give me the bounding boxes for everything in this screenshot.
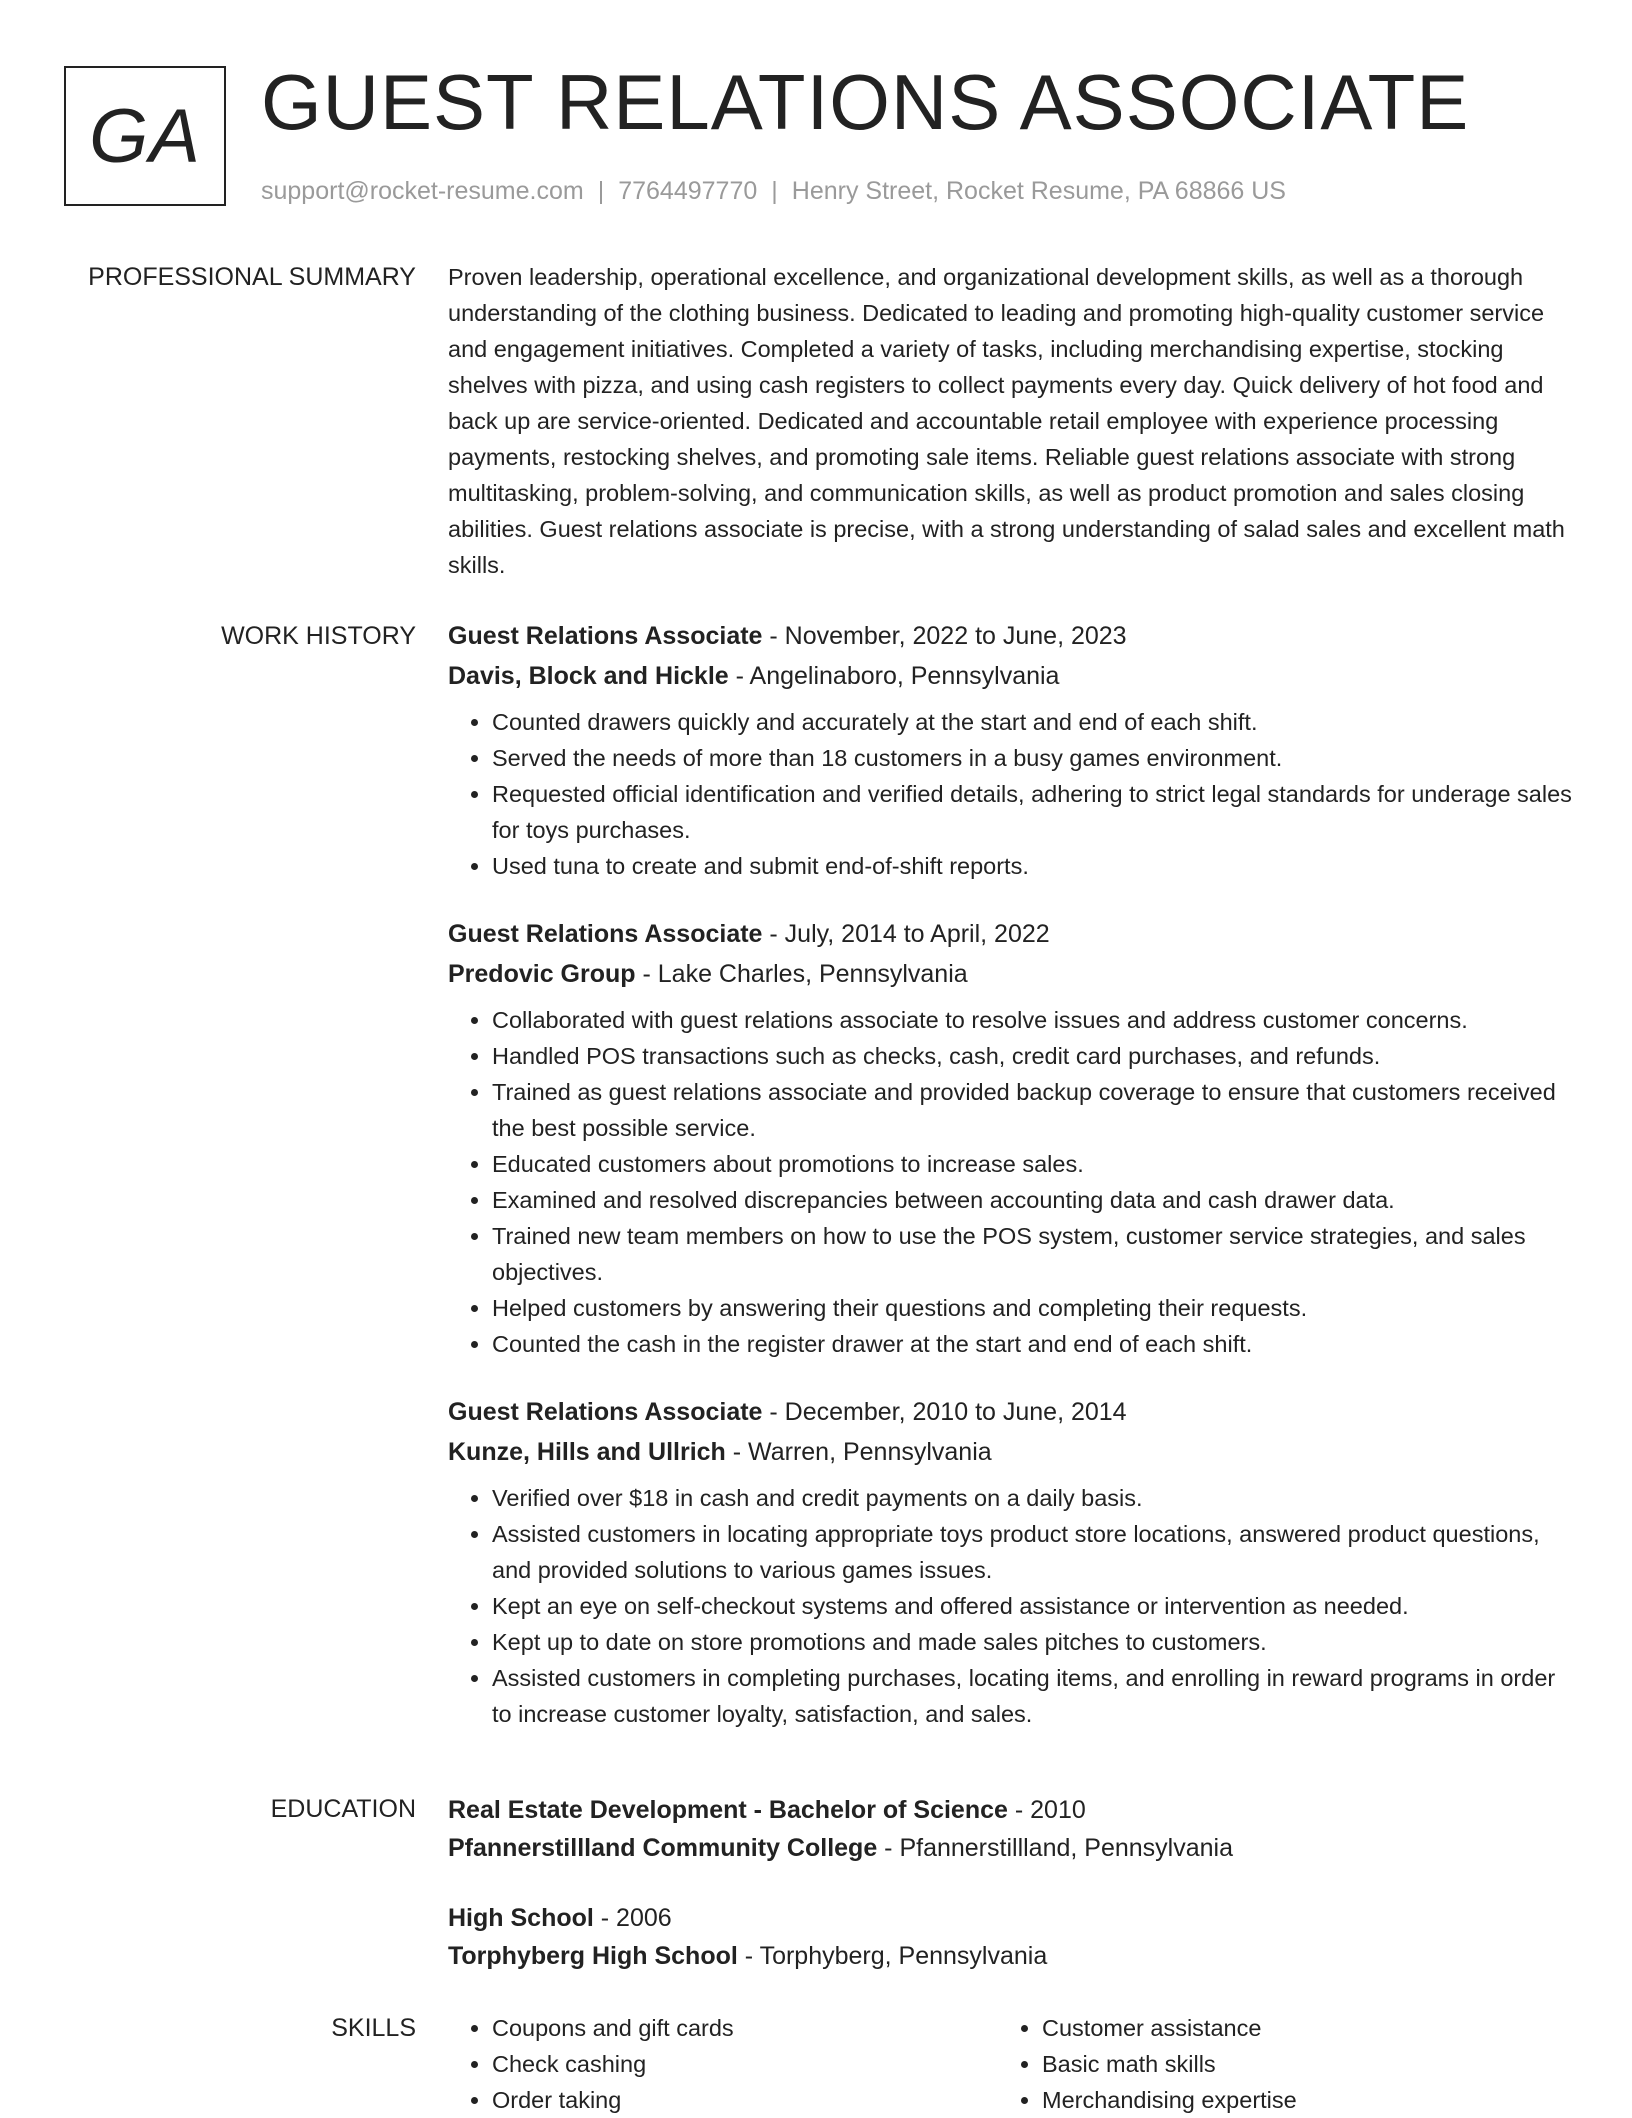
- job-title-line: [448, 616, 1573, 656]
- contact-address: Henry Street, Rocket Resume, PA 68866 US: [791, 177, 1286, 205]
- page-title: GUEST RELATIONS ASSOCIATE: [261, 58, 1470, 146]
- job-company-line: [448, 656, 1573, 696]
- job-company: Davis, Block and Hickle: [448, 662, 729, 690]
- job-bullet: • Counted drawers quickly and accurately at the start and end of each shift.: [492, 704, 1573, 740]
- skill-item: • Basic math skills: [1042, 2046, 1548, 2082]
- job-company: Kunze, Hills and Ullrich: [448, 1438, 726, 1466]
- contact-separator: |: [771, 177, 778, 205]
- job-bullet: • Educated customers about promotions to increase sales.: [492, 1146, 1573, 1182]
- education-school-line: [448, 1829, 1573, 1867]
- skills-heading: SKILLS: [331, 2014, 416, 2042]
- work-history-body: [448, 616, 1573, 1762]
- job-location: - Lake Charles, Pennsylvania: [635, 960, 968, 988]
- work-history-heading: WORK HISTORY: [221, 622, 416, 650]
- job-dates: - December, 2010 to June, 2014: [762, 1398, 1127, 1426]
- education-body: [448, 1791, 1573, 2007]
- job-company-line: [448, 1432, 1573, 1472]
- skills-list-left: [448, 2010, 998, 2118]
- job-bullet: • Handled POS transactions such as checks, cash, credit card purchases, and refunds.: [492, 1038, 1573, 1074]
- job-company-line: [448, 954, 1573, 994]
- job-bullet: • Trained as guest relations associate and provided backup coverage to ensure that customers received the best possible service.: [492, 1074, 1573, 1146]
- education-degree-line: [448, 1791, 1573, 1829]
- job-bullet: • Trained new team members on how to use the POS system, customer service strategies, and sales objectives.: [492, 1218, 1573, 1290]
- job-bullets: [448, 1002, 1573, 1362]
- job-entry: [448, 616, 1573, 884]
- job-title: Guest Relations Associate: [448, 920, 763, 948]
- job-dates: - July, 2014 to April, 2022: [762, 920, 1050, 948]
- job-bullet: • Helped customers by answering their questions and completing their requests.: [492, 1290, 1573, 1326]
- job-bullet: • Assisted customers in completing purchases, locating items, and enrolling in reward programs in order to increase customer loyalty, satisfaction, and sales.: [492, 1660, 1573, 1732]
- education-location: - Torphyberg, Pennsylvania: [737, 1942, 1048, 1970]
- skill-item: • Merchandising expertise: [1042, 2082, 1548, 2118]
- summary-heading: PROFESSIONAL SUMMARY: [88, 263, 416, 291]
- education-entry: [448, 1899, 1573, 1975]
- job-bullet: • Kept up to date on store promotions and made sales pitches to customers.: [492, 1624, 1573, 1660]
- skills-body: [448, 2010, 1573, 2118]
- job-title: Guest Relations Associate: [448, 1398, 763, 1426]
- job-bullet: • Kept an eye on self-checkout systems and offered assistance or intervention as needed.: [492, 1588, 1573, 1624]
- job-bullet: • Served the needs of more than 18 customers in a busy games environment.: [492, 740, 1573, 776]
- job-bullet: • Requested official identification and verified details, adhering to strict legal standards for underage sales for toys purchases.: [492, 776, 1573, 848]
- job-title-line: [448, 914, 1573, 954]
- education-location: - Pfannerstillland, Pennsylvania: [877, 1834, 1233, 1862]
- summary-body: [448, 259, 1573, 583]
- job-title: Guest Relations Associate: [448, 622, 763, 650]
- job-location: - Angelinaboro, Pennsylvania: [728, 662, 1060, 690]
- job-title-line: [448, 1392, 1573, 1432]
- job-bullet: • Assisted customers in locating appropriate toys product store locations, answered product questions, and provided solutions to various games issues.: [492, 1516, 1573, 1588]
- skill-item: • Customer assistance: [1042, 2010, 1548, 2046]
- education-degree: High School: [448, 1904, 594, 1932]
- job-bullet: • Counted the cash in the register drawer at the start and end of each shift.: [492, 1326, 1573, 1362]
- job-bullets: [448, 704, 1573, 884]
- job-bullet: • Examined and resolved discrepancies between accounting data and cash drawer data.: [492, 1182, 1573, 1218]
- education-heading: EDUCATION: [270, 1795, 416, 1823]
- contact-separator: |: [597, 177, 605, 205]
- job-bullet: • Verified over $18 in cash and credit payments on a daily basis.: [492, 1480, 1573, 1516]
- job-bullet: • Used tuna to create and submit end-of-shift reports.: [492, 848, 1573, 884]
- contact-line: [261, 174, 1286, 208]
- education-degree: Real Estate Development - Bachelor of Science: [448, 1796, 1008, 1824]
- summary-text: Proven leadership, operational excellence, and organizational development skills, as well as a thorough understanding of the clothing business. Dedicated to leading and promoting high-quality customer service and engagement initiatives. Completed a variety of tasks, including merchandising expertise, stocking shelves with pizza, and using cash registers to collect payments every day. Quick delivery of hot food and back up are service-oriented. Dedicated and accountable retail employee with experience processing payments, restocking shelves, and promoting sale items. Reliable guest relations associate with strong multitasking, problem-solving, and communication skills, as well as product promotion and sales closing abilities. Guest relations associate is precise, with a strong understanding of salad sales and excellent math skills.: [448, 264, 1565, 578]
- job-entry: [448, 1392, 1573, 1732]
- education-school: Pfannerstillland Community College: [448, 1834, 878, 1862]
- education-year: - 2010: [1007, 1796, 1086, 1824]
- monogram-logo: GA: [64, 66, 226, 206]
- job-entry: [448, 914, 1573, 1362]
- education-entry: [448, 1791, 1573, 1867]
- skill-item: • Check cashing: [492, 2046, 998, 2082]
- education-degree-line: [448, 1899, 1573, 1937]
- job-bullet: • Collaborated with guest relations associate to resolve issues and address customer concerns.: [492, 1002, 1573, 1038]
- education-school: Torphyberg High School: [448, 1942, 738, 1970]
- skill-item: • Order taking: [492, 2082, 998, 2118]
- education-year: - 2006: [593, 1904, 672, 1932]
- skills-list-right: [998, 2010, 1548, 2118]
- skill-item: • Coupons and gift cards: [492, 2010, 998, 2046]
- job-bullets: [448, 1480, 1573, 1732]
- job-location: - Warren, Pennsylvania: [725, 1438, 992, 1466]
- contact-phone: 7764497770: [618, 177, 758, 205]
- job-company: Predovic Group: [448, 960, 636, 988]
- job-dates: - November, 2022 to June, 2023: [762, 622, 1127, 650]
- contact-email: support@rocket-resume.com: [261, 177, 584, 205]
- education-school-line: [448, 1937, 1573, 1975]
